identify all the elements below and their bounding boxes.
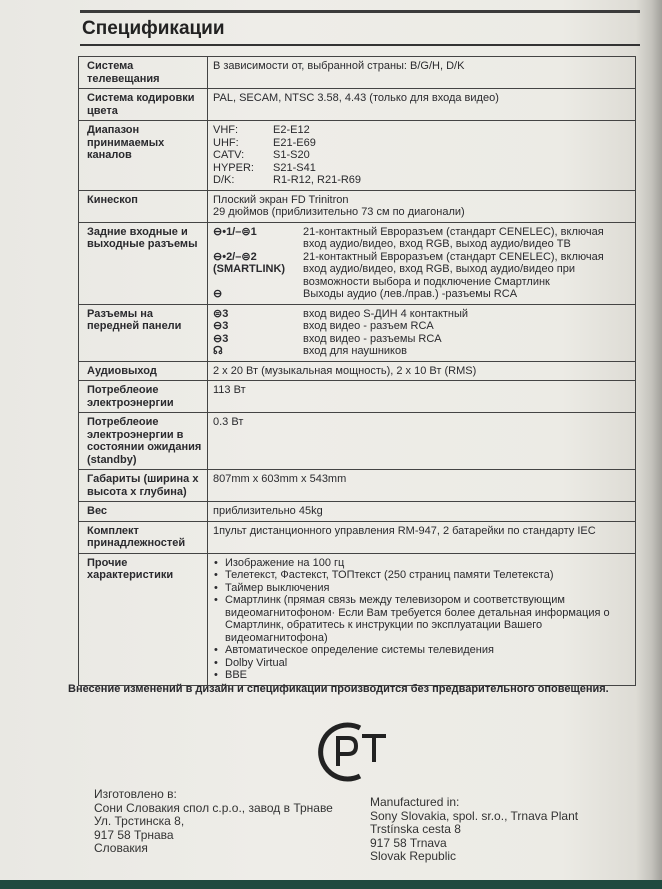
list-item: • BBE — [213, 669, 630, 682]
list-item: • Смартлинк (прямая связь между телевизором и соответствующим видеомагнитофоном· Если Вам требуется более детальная информация о Смартлинк, обратитесь к инструкции по эксплуатации Вашего видеомагнитофона) — [213, 594, 630, 644]
row-value: 807mm x 603mm x 543mm — [208, 470, 636, 502]
row-label: Система кодировки цвета — [79, 89, 208, 121]
socket-entry — [213, 320, 630, 333]
table-row — [79, 553, 636, 685]
row-value — [208, 553, 636, 685]
manufacturer-en: Manufactured in: Sony Slovakia, spol. sr.o., Trnava Plant Trstínska cesta 8 917 58 Trnava Slovak Republic — [370, 795, 579, 863]
spec-table — [78, 56, 636, 686]
headphones-icon: ☊ — [213, 345, 223, 357]
table-row — [79, 381, 636, 413]
row-label: Задние входные и выходные разъемы — [79, 222, 208, 304]
band-name: D/K: — [213, 174, 235, 186]
socket-text: Выходы аудио (лев./прав.) -разъемы RCA — [303, 288, 518, 300]
value-line: Плоский экран FD Trinitron — [213, 193, 349, 206]
manufacturer-ru: Изготовлено в: Сони Словакия спол с.р.о., завод в Трнаве Ул. Трстинска 8, 917 58 Трнава Словакия — [94, 787, 333, 855]
band-range: S1-S20 — [273, 149, 310, 161]
band-range: E21-E69 — [273, 136, 316, 149]
socket-entry — [213, 345, 630, 358]
row-label: Разъемы на передней панели — [79, 304, 208, 361]
table-row — [79, 121, 636, 191]
socket-text: вход видео S-ДИН 4 контактный — [303, 307, 469, 320]
table-surface — [0, 880, 662, 889]
band-name: HYPER: — [213, 161, 254, 174]
list-item: • Телетекст, Фастекст, ТОПтекст (250 страниц памяти Телетекста) — [213, 569, 630, 582]
row-label: Потреблеоие электроэнергии в состоянии ожидания (standby) — [79, 413, 208, 470]
row-label: Кинескоп — [79, 190, 208, 222]
socket-text: 21-контактный Евроразъем (стандарт CENELEC), включая вход аудио/видео, вход RGB, выход аудио/видео при возможности выбора и подключение Смартлинк — [303, 250, 604, 288]
scart-smartlink-icon: ⊖•2/–⊜2 (SMARTLINK) — [213, 250, 286, 275]
row-value: 2 x 20 Вт (музыкальная мощность), 2 x 10 Вт (RMS) — [208, 361, 636, 381]
row-label: Прочие характеристики — [79, 553, 208, 685]
socket-text: вход видео - разъемы RCA — [303, 332, 442, 345]
value-line: 29 дюймов (приблизительно 73 см по диагонали) — [213, 206, 465, 218]
band-name: CATV: — [213, 149, 245, 161]
video-in-icon: ⊖3 — [213, 320, 229, 332]
band-range: E2-E12 — [273, 124, 310, 136]
row-value — [208, 190, 636, 222]
s-video-icon: ⊜3 — [213, 307, 229, 320]
table-row — [79, 304, 636, 361]
list-item: • Таймер выключения — [213, 582, 630, 595]
table-row — [79, 190, 636, 222]
row-label: Габариты (ширина х высота х глубина) — [79, 470, 208, 502]
row-label: Вес — [79, 502, 208, 522]
row-value: 1пульт дистанционного управления RM-947, 2 батарейки по стандарту IEC — [208, 521, 636, 553]
socket-text: вход для наушников — [303, 345, 407, 357]
table-row — [79, 222, 636, 304]
row-label: Потреблеоие электроэнергии — [79, 381, 208, 413]
change-notice: Внесение изменений в дизайн и спецификации производится без предварительного оповещения. — [68, 683, 609, 695]
socket-text: вход видео - разъем RCA — [303, 320, 434, 332]
row-value — [208, 222, 636, 304]
title-rule — [80, 44, 640, 46]
feature-list — [213, 557, 630, 682]
page-title: Спецификации — [82, 18, 225, 39]
row-label: Система телевещания — [79, 57, 208, 89]
row-value: 113 Вт — [208, 381, 636, 413]
band-name: VHF: — [213, 124, 239, 136]
row-value — [208, 304, 636, 361]
socket-entry — [213, 333, 630, 346]
band-name: UHF: — [213, 136, 239, 149]
table-row — [79, 521, 636, 553]
table-row — [79, 361, 636, 381]
row-label: Диапазон принимаемых каналов — [79, 121, 208, 191]
row-value: 0.3 Вт — [208, 413, 636, 470]
row-value: В зависимости от, выбранной страны: B/G/H, D/K — [208, 57, 636, 89]
table-row — [79, 413, 636, 470]
socket-text: 21-контактный Евроразъем (стандарт CENELEC), включая вход аудио/видео, вход RGB, выход аудио/видео ТВ — [303, 225, 604, 250]
table-row — [79, 57, 636, 89]
audio-out-icon: ⊖ — [213, 288, 223, 300]
list-item: • Автоматическое определение системы телевидения — [213, 644, 630, 657]
socket-entry — [213, 288, 630, 301]
socket-entry — [213, 251, 630, 289]
page-spine-shadow — [636, 0, 662, 889]
band-range: S21-S41 — [273, 161, 316, 174]
table-row — [79, 502, 636, 522]
scart-socket-icon: ⊖•1/–⊜1 — [213, 225, 257, 238]
row-label: Комплект принадлежностей — [79, 521, 208, 553]
socket-entry — [213, 308, 630, 321]
list-item: • Dolby Virtual — [213, 657, 630, 670]
pct-certification-logo-icon — [316, 722, 392, 782]
row-label: Аудиовыход — [79, 361, 208, 381]
table-row — [79, 89, 636, 121]
band-range: R1-R12, R21-R69 — [273, 174, 362, 186]
socket-entry — [213, 226, 630, 251]
list-item: • Изображение на 100 гц — [213, 557, 630, 570]
table-row — [79, 470, 636, 502]
audio-in-icon: ⊖3 — [213, 332, 229, 345]
row-value: PAL, SECAM, NTSC 3.58, 4.43 (только для входа видео) — [208, 89, 636, 121]
row-value — [208, 121, 636, 191]
row-value: приблизительно 45kg — [208, 502, 636, 522]
